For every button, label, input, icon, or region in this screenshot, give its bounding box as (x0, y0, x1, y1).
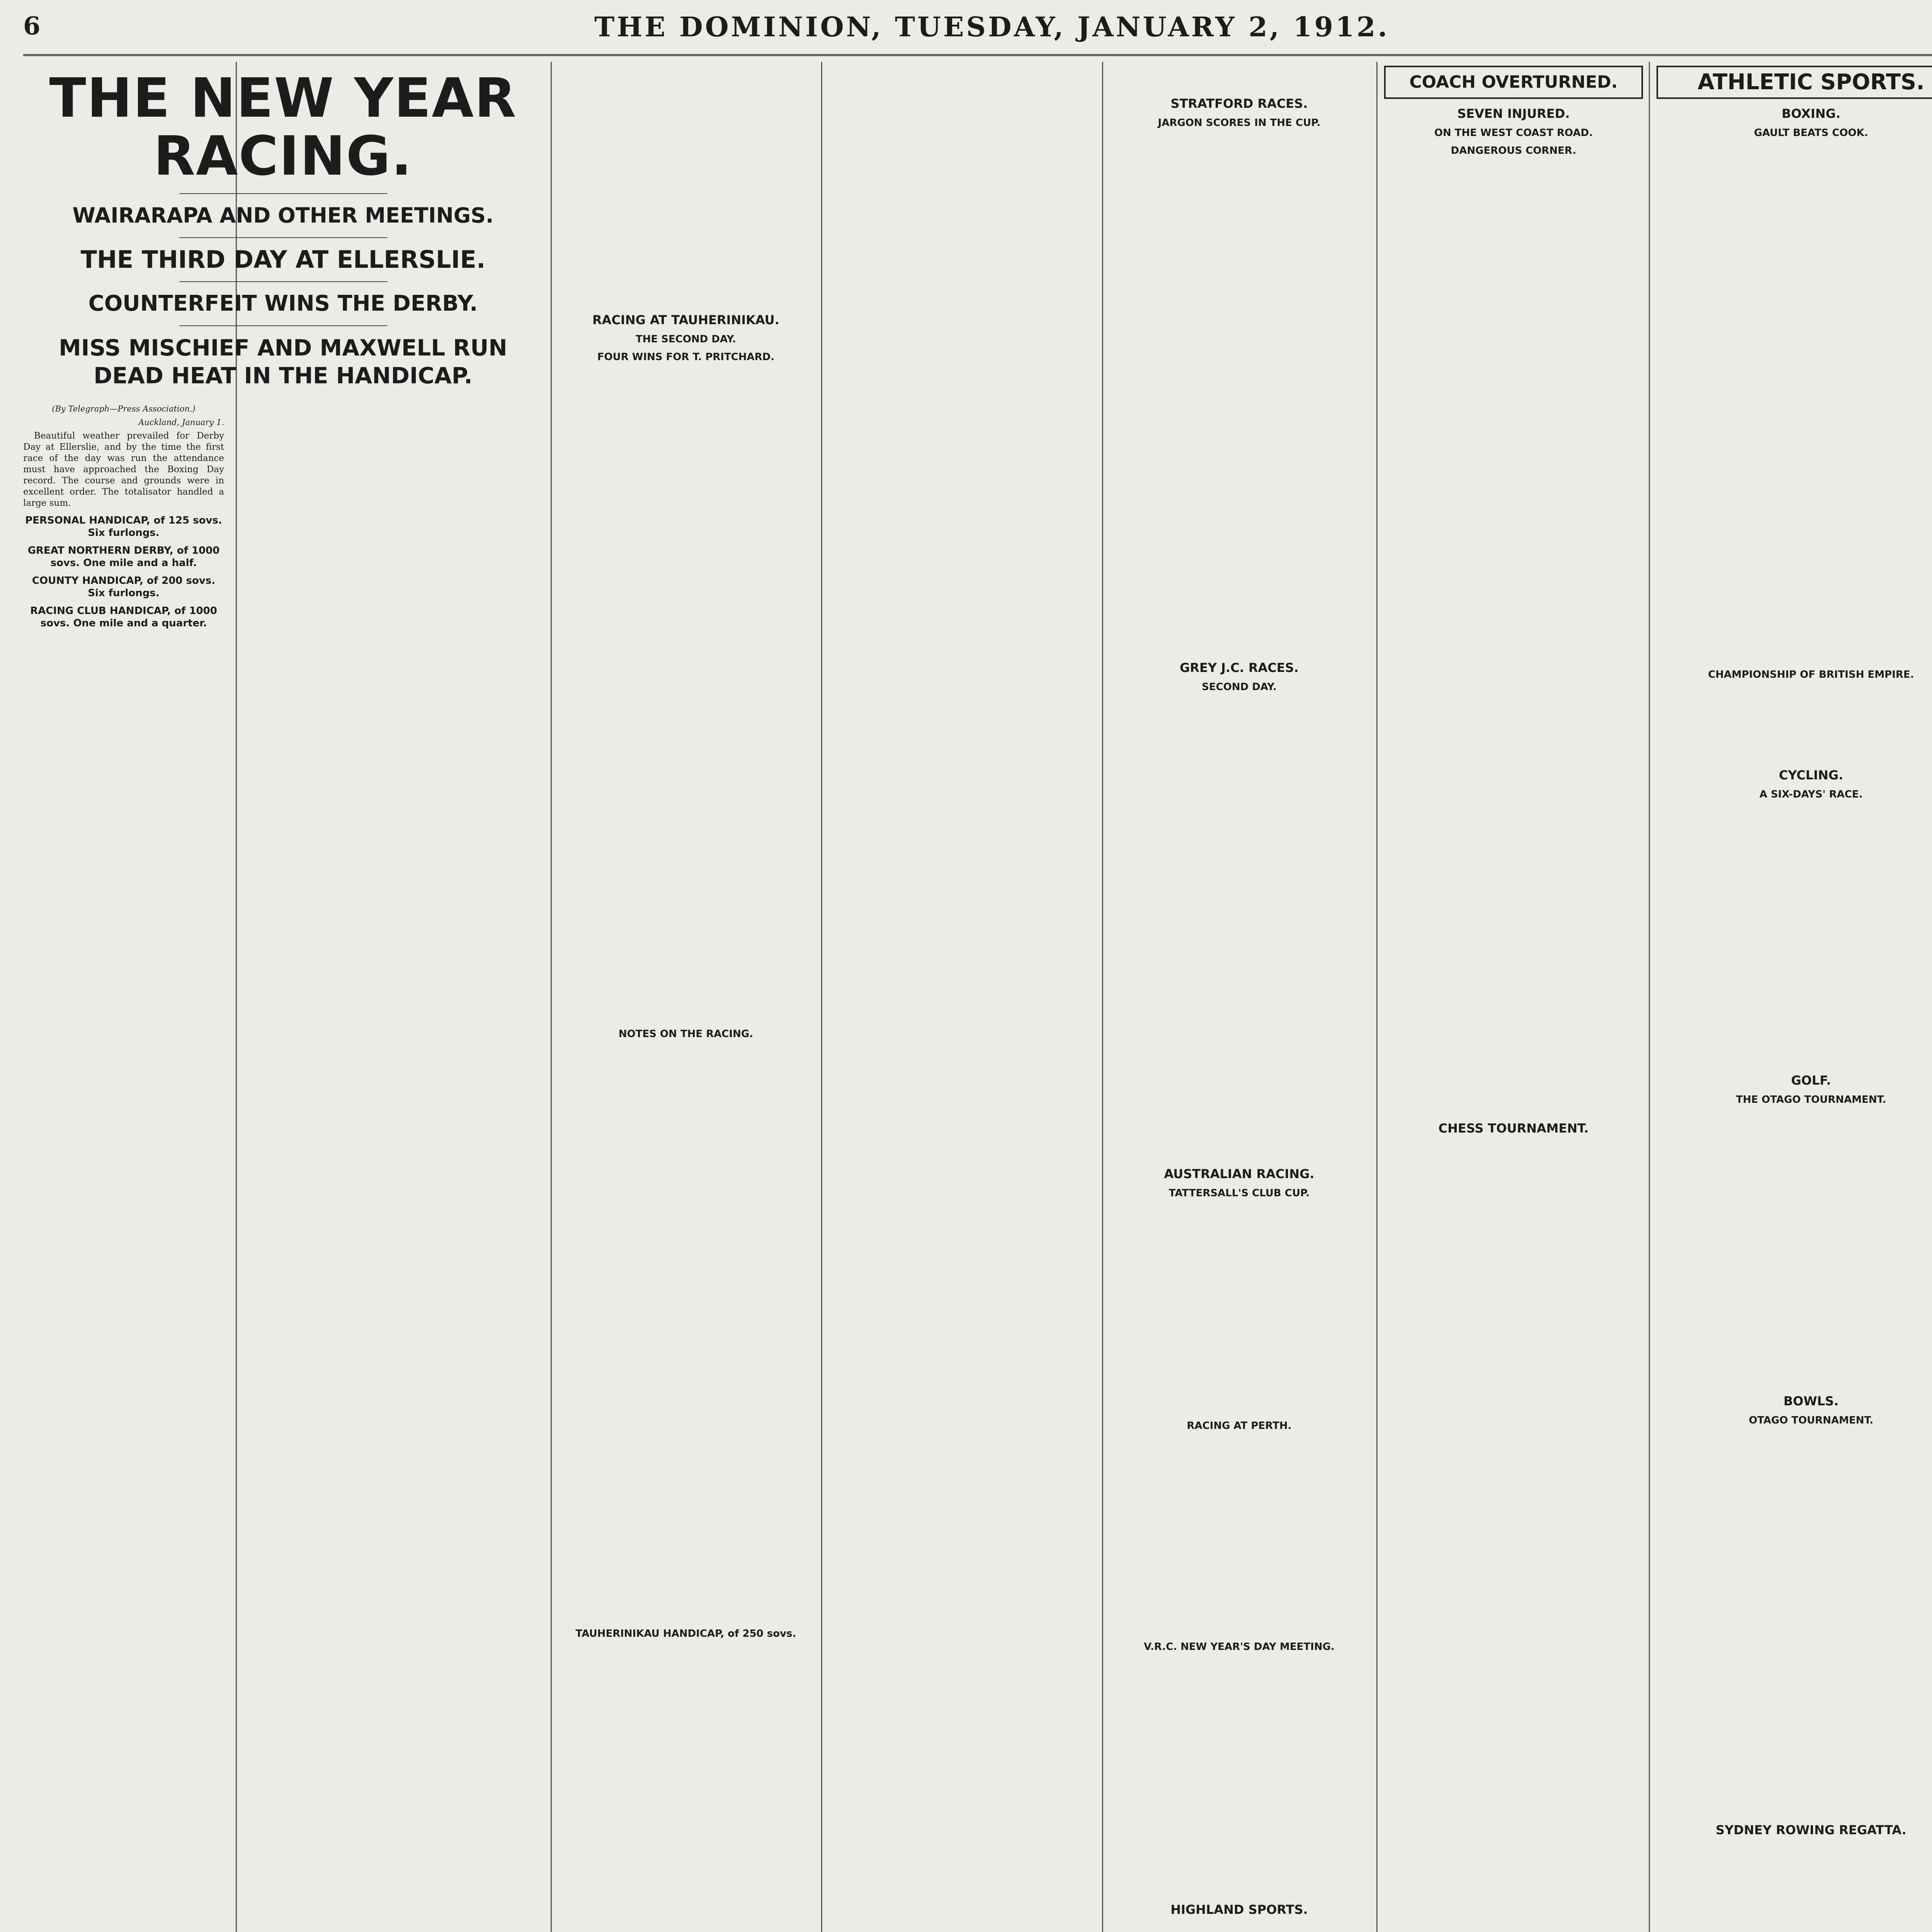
subhead-second-day: SECOND DAY. (1202, 681, 1277, 693)
newspaper-title: THE DOMINION, TUESDAY, JANUARY 2, 1912. (594, 11, 1389, 43)
subhead-second-day: THE SECOND DAY. (636, 333, 736, 345)
subhead-otago-golf: THE OTAGO TOURNAMENT. (1736, 1094, 1886, 1105)
headline-new-year-racing: THE NEW YEAR RACING. (49, 67, 517, 188)
race-heading: RACING CLUB HANDICAP, of 1000 sovs. One mile and a quarter. (30, 605, 217, 629)
subhead-ellerslie: THE THIRD DAY AT ELLERSLIE. (80, 245, 486, 274)
divider (179, 193, 387, 194)
subhead-boxing: BOXING. (1781, 106, 1841, 121)
subhead-wairarapa: WAIRARAPA AND OTHER MEETINGS. (72, 203, 494, 228)
subhead-tattersalls: TATTERSALL'S CLUB CUP. (1168, 1187, 1310, 1199)
headline-athletic-sports: ATHLETIC SPORTS. (1656, 66, 1932, 99)
column-rule (1649, 62, 1650, 1932)
subhead-six-days: A SIX-DAYS' RACE. (1759, 789, 1863, 800)
dateline: Auckland, January 1. (138, 418, 224, 427)
race-heading: COUNTY HANDICAP, of 200 sovs. Six furlongs. (32, 575, 216, 599)
subhead-british-empire: CHAMPIONSHIP OF BRITISH EMPIRE. (1708, 669, 1914, 680)
subhead-sydney-rowing: SYDNEY ROWING REGATTA. (1716, 1823, 1906, 1837)
subhead-gault-cook: GAULT BEATS COOK. (1754, 127, 1868, 139)
column-rule (1102, 62, 1103, 1932)
subhead-bowls: BOWLS. (1783, 1394, 1839, 1408)
article-column-1 (23, 401, 224, 632)
subhead-golf: GOLF. (1791, 1073, 1831, 1088)
column-rule (821, 62, 822, 1932)
headline-australian-racing: AUSTRALIAN RACING. (1164, 1167, 1315, 1181)
subhead-notes: NOTES ON THE RACING. (618, 1028, 753, 1040)
headline-vrc: V.R.C. NEW YEAR'S DAY MEETING. (1144, 1641, 1335, 1653)
subhead-west-coast-road: ON THE WEST COAST ROAD. (1434, 127, 1593, 139)
divider (179, 237, 387, 238)
headline-chess: CHESS TOURNAMENT. (1438, 1121, 1589, 1136)
athletic-sports-article (1656, 66, 1932, 1932)
racing-results-column (829, 66, 1095, 1932)
stratford-article (1110, 66, 1369, 1932)
subhead-otago-bowls: OTAGO TOURNAMENT. (1748, 1415, 1874, 1426)
headline-highland-sports: HIGHLAND SPORTS. (1170, 1902, 1308, 1917)
article-paragraph: Beautiful weather prevailed for Derby Day at Ellerslie, and by the time the first race of the day was run the attendance must have approached the Boxing Day record. The course and grounds were in excellent order. The totalisator handled a large sum. (23, 431, 224, 508)
race-heading: PERSONAL HANDICAP, of 125 sovs. Six furlongs. (25, 515, 222, 539)
article-column-2 (240, 401, 537, 632)
headline-grey-jc: GREY J.C. RACES. (1180, 660, 1299, 675)
tauherinikau-article (558, 66, 813, 1932)
subhead-pritchard: FOUR WINS FOR T. PRITCHARD. (597, 351, 775, 363)
coach-article (1384, 66, 1643, 1932)
column-rule (1376, 62, 1378, 1932)
divider (179, 281, 387, 282)
masthead (23, 8, 1932, 56)
page-number: 6 (23, 12, 41, 41)
headline-stratford: STRATFORD RACES. (1170, 96, 1308, 111)
race-heading: TAUHERINIKAU HANDICAP, of 250 sovs. (575, 1628, 796, 1639)
column-rule (551, 62, 552, 1932)
byline: (By Telegraph—Press Association.) (52, 404, 196, 413)
subhead-counterfeit: COUNTERFEIT WINS THE DERBY. (88, 291, 478, 316)
subhead-cycling: CYCLING. (1779, 768, 1844, 782)
subhead-seven-injured: SEVEN INJURED. (1457, 106, 1570, 121)
main-racing-article (23, 66, 543, 1932)
headline-perth: RACING AT PERTH. (1187, 1420, 1292, 1432)
headline-coach-overturned: COACH OVERTURNED. (1384, 66, 1643, 99)
divider (179, 325, 387, 326)
subhead-dead-heat: MISS MISCHIEF AND MAXWELL RUN DEAD HEAT IN THE HANDICAP. (59, 335, 507, 389)
race-heading: GREAT NORTHERN DERBY, of 1000 sovs. One mile and a half. (27, 545, 220, 569)
subhead-dangerous-corner: DANGEROUS CORNER. (1451, 145, 1577, 156)
headline-tauherinikau: RACING AT TAUHERINIKAU. (592, 313, 779, 327)
subhead-jargon: JARGON SCORES IN THE CUP. (1158, 117, 1321, 129)
